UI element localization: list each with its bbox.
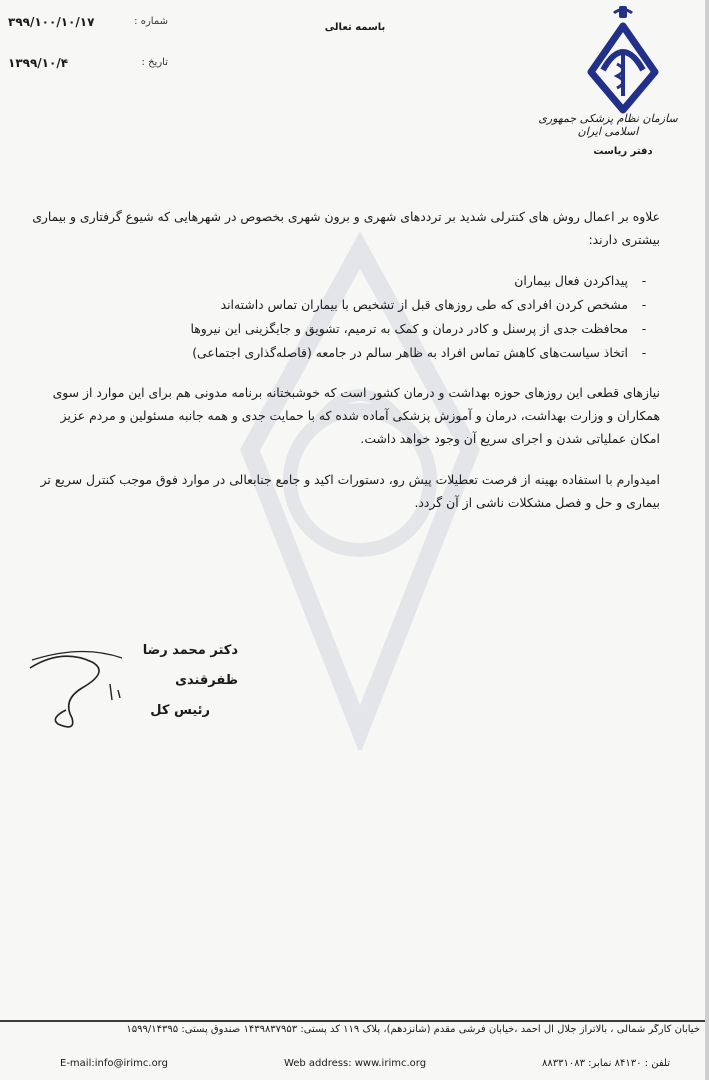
body-paragraph-3: امیدوارم با استفاده بهینه از فرصت تعطیلات پیش رو، دستورات اکید و جامع جنابعالی در موارد فوق موجب کنترل سریع تر بیماری و حل و فصل مشکلات ناشی از آن گردد.: [40, 472, 660, 510]
bullet-dash: -: [641, 321, 647, 336]
signer-name: دکتر محمد رضا ظفرقندی: [142, 643, 238, 688]
letter-body: [30, 205, 660, 514]
list-item: [30, 269, 660, 293]
intro-paragraph: علاوه بر اعمال روش های کنترلی شدید بر ترددهای شهری و برون شهری بخصوص در شهرهایی که شیوع گرفتاری و بیماری بیشتری دارند:: [32, 209, 660, 247]
page-edge: [705, 0, 709, 1080]
handwritten-signature-icon: [22, 640, 142, 740]
letter-meta: [8, 10, 168, 74]
footer-phone: تلفن : ۸۴۱۳۰ نمابر: ۸۸۳۳۱۰۸۳: [542, 1058, 670, 1069]
organization-name: سازمان نظام پزشکی جمهوری اسلامی ایران: [538, 112, 678, 138]
bismillah-heading: باسمه تعالی: [324, 22, 386, 33]
footer-address: خیابان کارگر شمالی ، بالاتراز جلال آل احمد ،خیابان فرشی مقدم (شانزدهم)، پلاک ۱۱۹ کد پستی: ۱۴۳۹۸۳۷۹۵۳ صندوق پستی: ۱۵۹۹/۱۴۳۹۵: [126, 1024, 700, 1035]
bullet-dash: -: [641, 297, 647, 312]
date-label: تاریخ :: [141, 57, 168, 68]
signer-title: رئیس کل: [150, 703, 210, 718]
number-value: ۳۹۹/۱۰۰/۱۰/۱۷: [8, 14, 95, 29]
letter-date-row: [8, 51, 168, 74]
footer-divider: [0, 1020, 709, 1022]
bullet-text: اتخاذ سیاست‌های کاهش تماس افراد به ظاهر سالم در جامعه (فاصله‌گذاری اجتماعی): [192, 345, 628, 360]
number-label: شماره :: [134, 16, 168, 27]
bullet-text: محافظت جدی از پرسنل و کادر درمان و کمک به ترمیم، تشویق و جایگزینی این نیروها: [190, 321, 628, 336]
body-paragraph-2: نیازهای قطعی این روزهای حوزه بهداشت و درمان کشور است که خوشبختانه برنامه مدونی هم برای این موارد از سوی همکاران و وزارت بهداشت، درمان و آموزش پزشکی آماده شده که با حمایت جدی و همه جانبه مسئولین و مردم عزیز امکان عملیاتی شدن و اجرای سریع آن وجود خواهد داشت.: [52, 385, 660, 446]
list-item: [30, 293, 660, 317]
bullet-dash: -: [641, 345, 647, 360]
list-item: [30, 317, 660, 341]
bullet-dash: -: [641, 273, 647, 288]
bullet-text: پیداکردن فعال بیماران: [514, 273, 628, 288]
medical-council-logo-icon: [583, 4, 663, 114]
list-item: [30, 341, 660, 365]
footer-web: Web address: www.irimc.org: [283, 1058, 427, 1069]
date-value: ۱۳۹۹/۱۰/۴: [8, 55, 69, 70]
letter-number-row: [8, 10, 168, 33]
bullet-list: [30, 269, 660, 365]
office-name: دفتر ریاست: [593, 146, 653, 157]
footer-email: E-mail:info@irimc.org: [60, 1058, 168, 1069]
bullet-text: مشخص کردن افرادی که طی روزهای قبل از تشخیص با بیماران تماس داشته‌اند: [220, 297, 628, 312]
footer-contact: [60, 1058, 670, 1069]
